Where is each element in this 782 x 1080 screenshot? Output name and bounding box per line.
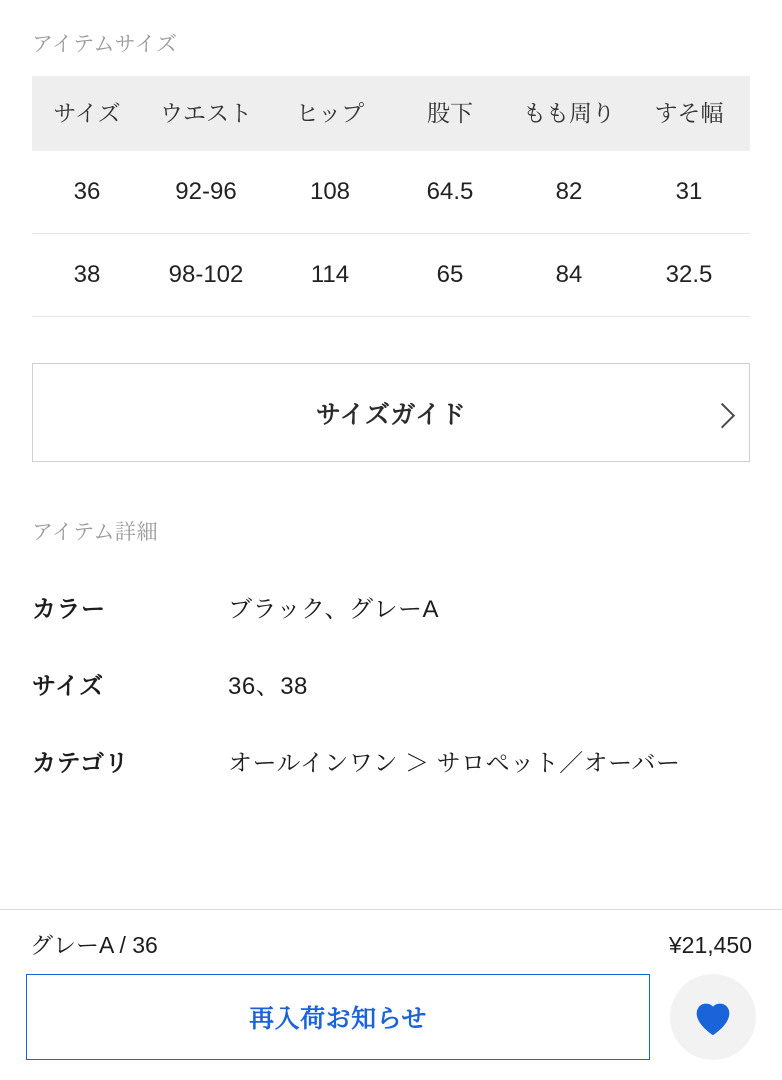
size-table-header-cell: ヒップ <box>270 76 390 151</box>
size-table-header-cell: サイズ <box>32 76 142 151</box>
size-table <box>32 76 750 317</box>
size-table-header-cell: もも周り <box>510 76 628 151</box>
detail-value: ブラック、グレーA <box>228 596 440 624</box>
detail-value: オールインワン ＞ サロペット／オーバー <box>228 750 681 778</box>
restock-notify-label: 再入荷お知らせ <box>249 1005 427 1033</box>
size-guide-label: サイズガイド <box>315 400 467 429</box>
size-table-cell: 84 <box>510 234 628 317</box>
selected-variant: グレーA / 36 <box>30 932 158 958</box>
size-table-cell: 31 <box>628 151 750 234</box>
list-item <box>32 568 750 645</box>
size-table-head <box>32 76 750 151</box>
size-table-cell: 98-102 <box>142 234 270 317</box>
list-item <box>32 645 750 722</box>
size-table-cell: 108 <box>270 151 390 234</box>
chevron-right-icon <box>710 402 735 427</box>
size-table-cell: 38 <box>32 234 142 317</box>
item-size-heading: アイテムサイズ <box>32 33 178 56</box>
table-row <box>32 234 750 317</box>
list-item <box>32 722 750 799</box>
item-detail-list <box>32 556 750 799</box>
bottom-action-bar <box>0 909 782 1080</box>
heart-icon <box>691 997 735 1037</box>
size-table-body <box>32 151 750 317</box>
price: ¥21,450 <box>668 932 752 958</box>
size-table-cell: 64.5 <box>390 151 510 234</box>
detail-key: カラー <box>32 596 106 624</box>
size-table-cell: 82 <box>510 151 628 234</box>
size-table-cell: 32.5 <box>628 234 750 317</box>
size-table-header-cell: ウエスト <box>142 76 270 151</box>
bottom-buttons <box>24 974 758 1060</box>
detail-value: 36、38 <box>228 673 308 701</box>
favorite-button[interactable] <box>670 974 756 1060</box>
size-table-header-cell: 股下 <box>390 76 510 151</box>
size-table-cell: 114 <box>270 234 390 317</box>
item-detail-heading: アイテム詳細 <box>32 521 159 545</box>
size-table-header-cell: すそ幅 <box>628 76 750 151</box>
restock-notify-button[interactable] <box>26 974 650 1060</box>
size-table-cell: 92-96 <box>142 151 270 234</box>
size-guide-button[interactable] <box>32 363 750 462</box>
table-row <box>32 151 750 234</box>
detail-key: カテゴリ <box>32 750 130 778</box>
selection-summary <box>24 910 758 974</box>
size-table-header-row <box>32 76 750 151</box>
size-table-cell: 36 <box>32 151 142 234</box>
size-table-cell: 65 <box>390 234 510 317</box>
detail-key: サイズ <box>32 673 104 701</box>
size-guide-wrapper <box>32 317 750 462</box>
